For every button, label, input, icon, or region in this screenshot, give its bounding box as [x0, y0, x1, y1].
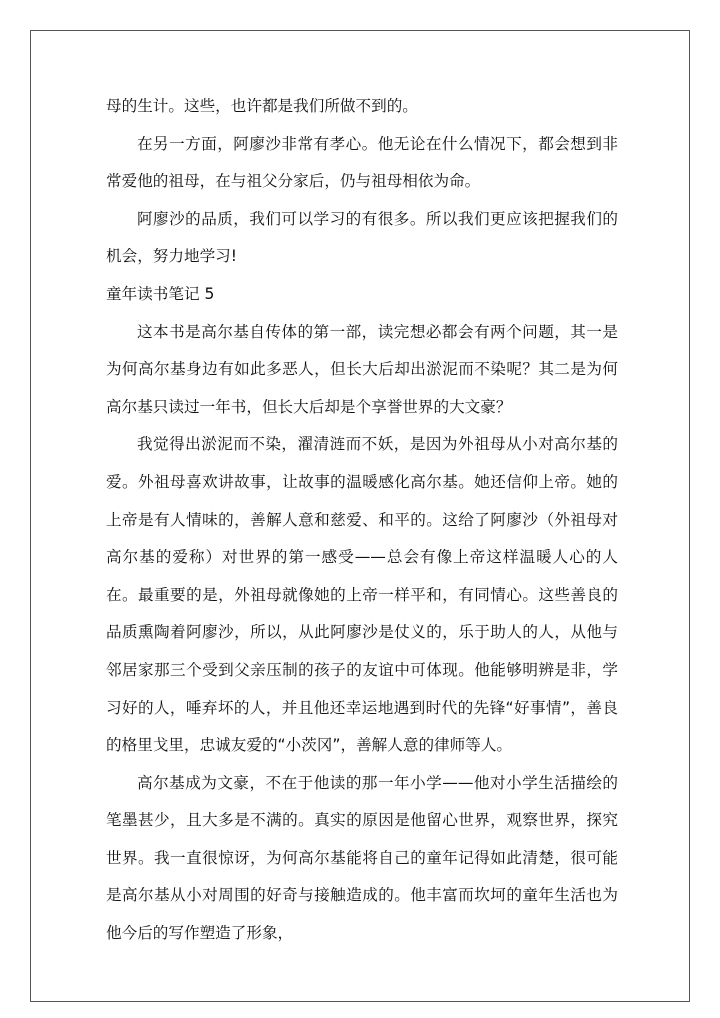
section-heading: 童年读书笔记 5	[106, 284, 215, 303]
paragraph-two-questions: 这本书是高尔基自传体的第一部，读完想必都会有两个问题，其一是为何高尔基身边有如此多恶人，但长大后却出淤泥而不染呢？其二是为何高尔基只读过一年书，但长大后却是个享誉世界的大文豪？	[106, 322, 618, 416]
paragraph-grandmother-love: 我觉得出淤泥而不染，濯清涟而不妖，是因为外祖母从小对高尔基的爱。外祖母喜欢讲故事，让故事的温暖感化高尔基。她还信仰上帝。她的上帝是有人情味的，善解人意和慈爱、和平的。这给了阿廖沙（外祖母对高尔基的爱称）对世界的第一感受——总会有像上帝这样温暖人心的人在。最重要的是，外祖母就像她的上帝一样平和，有同情心。这些善良的品质熏陶着阿廖沙，所以，从此阿廖沙是仗义的，乐于助人的人，从他与邻居家那三个受到父亲压制的孩子的友谊中可体现。他能够明辨是非，学习好的人，唾弃坏的人，并且他还幸运地遇到时代的先锋“好事情”，善良的格里戈里，忠诚友爱的“小茨冈”，善解人意的律师等人。	[106, 435, 618, 755]
paragraph-becoming-writer: 高尔基成为文豪，不在于他读的那一年小学——他对小学生活描绘的笔墨甚少，且大多是不满的。真实的原因是他留心世界，观察世界，探究世界。我一直很惊讶，为何高尔基能将自己的童年记得如此清楚，很可能是高尔基从小对周围的好奇与接触造成的。他丰富而坎坷的童年生活也为他今后的写作塑造了形象，	[106, 773, 618, 943]
paragraph-learn-qualities: 阿廖沙的品质，我们可以学习的有很多。所以我们更应该把握我们的机会，努力地学习!	[106, 209, 618, 266]
paragraph-continuation: 母的生计。这些，也许都是我们所做不到的。	[106, 97, 418, 115]
document-body	[106, 88, 618, 953]
paragraph-filial-piety: 在另一方面，阿廖沙非常有孝心。他无论在什么情况下，都会想到非常爱他的祖母，在与祖父分家后，仍与祖母相依为命。	[106, 134, 618, 191]
